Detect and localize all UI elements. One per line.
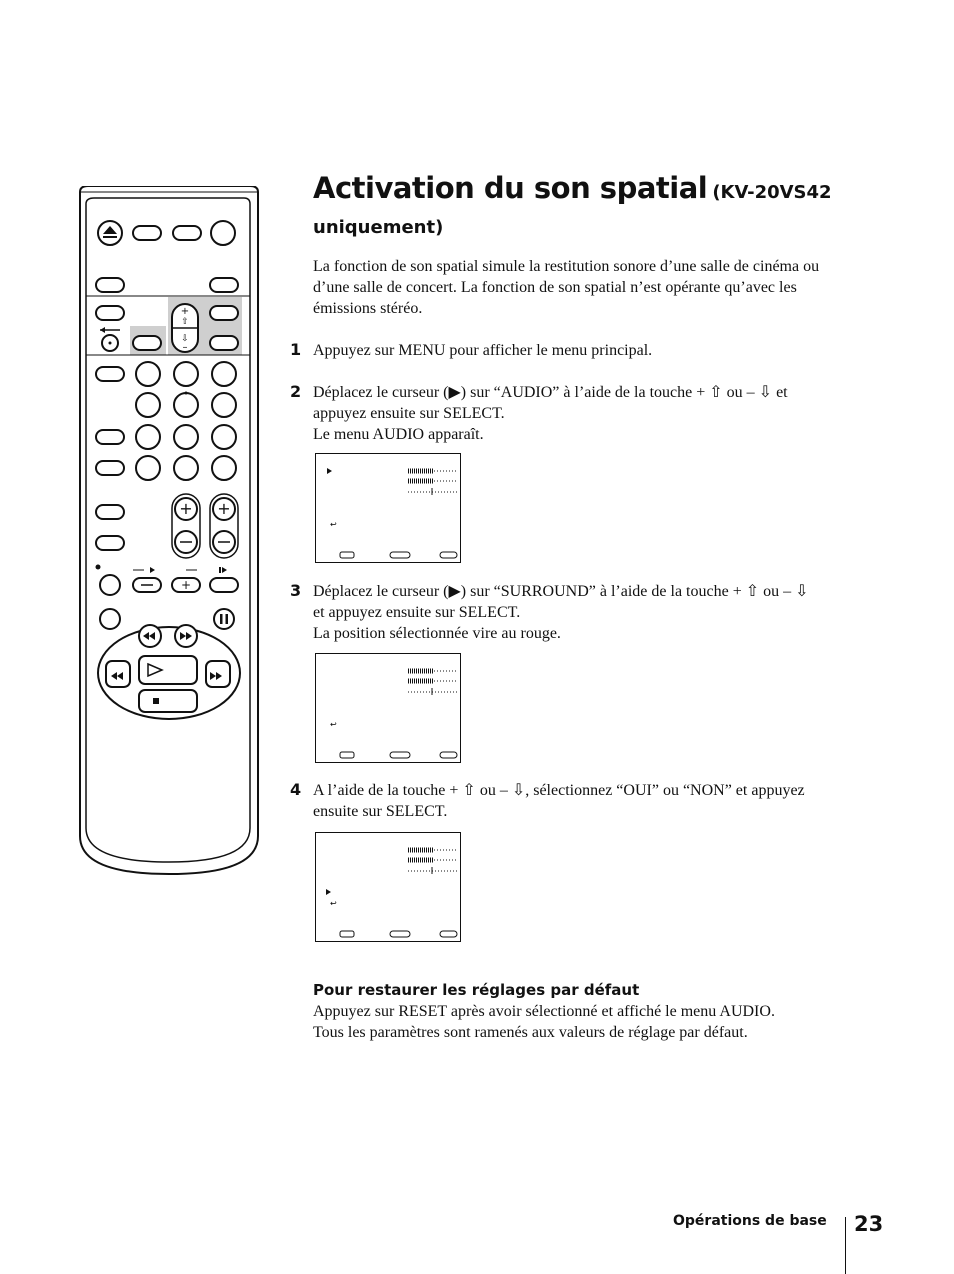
nav-button-right-bottom (210, 336, 238, 350)
step-3-line: Déplacez le curseur (▶) sur “SURROUND” à l’aide de la touche + ⇧ ou – ⇩ (313, 583, 809, 600)
step-1-number: 1 (290, 340, 302, 359)
pause-icon (220, 614, 223, 624)
step-2-line: Déplacez le curseur (▶) sur “AUDIO” à l’aide de la touche + ⇧ ou – ⇩ et (313, 384, 788, 401)
plus-icon: + (179, 499, 193, 518)
step-1-text (313, 340, 853, 361)
top-button-3 (173, 226, 201, 240)
menu-icon-left (340, 931, 354, 937)
top-button-2 (133, 226, 161, 240)
menu-icon-right (440, 552, 457, 558)
return-icon: ↩ (330, 720, 337, 729)
tv-menu-screen-3 (315, 832, 461, 942)
intro-text: La fonction de son spatial simule la restitution sonore d’une salle de cinéma ou d’une salle de concert. La fonction de son spatial n’est opérante qu’avec les émissions stéréo. (313, 258, 820, 317)
tv-menu-screen-2 (315, 653, 461, 763)
level-bar (408, 850, 458, 874)
stop-icon (153, 698, 159, 704)
menu-icon-mid (390, 931, 410, 937)
channel-rocker (172, 304, 198, 353)
menu-icon-mid (390, 552, 410, 558)
down-arrow-icon: ⇩ (181, 334, 189, 344)
step-4-text (313, 780, 853, 822)
cursor-icon (327, 468, 332, 474)
reset-line: Appuyez sur RESET après avoir sélectionné et affiché le menu AUDIO. (313, 1003, 775, 1020)
step-1-line: Appuyez sur MENU pour afficher le menu principal. (313, 342, 653, 359)
reset-text (313, 1001, 853, 1043)
svg-text:+: + (180, 306, 190, 317)
step-2-text (313, 382, 853, 445)
footer-section-label: Opérations de base (673, 1213, 827, 1229)
record-dot (96, 565, 101, 570)
svg-text:+: + (217, 499, 231, 518)
eject-button (98, 221, 122, 245)
record-button (100, 575, 120, 595)
title-main: Activation du son spatial (313, 171, 708, 205)
nav-button-right-top (210, 306, 238, 320)
step-3-number: 3 (290, 581, 302, 600)
menu-icon-left (340, 752, 354, 758)
svg-text:+: + (180, 578, 192, 592)
select-button (133, 336, 161, 350)
power-button (211, 221, 235, 245)
reset-heading: Pour restaurer les réglages par défaut (313, 981, 640, 999)
reset-line: Tous les paramètres sont ramenés aux valeurs de réglage par défaut. (313, 1024, 748, 1041)
step-4-line: ensuite sur SELECT. (313, 803, 448, 820)
right-button (210, 278, 238, 292)
tv-menu-screen-1 (315, 453, 461, 563)
title-qualifier: (KV-20VS42 (712, 182, 832, 203)
level-bar (408, 671, 458, 695)
page-number: 23 (854, 1212, 884, 1236)
page-title (313, 171, 913, 205)
level-bar (408, 471, 458, 495)
return-icon: ↩ (330, 520, 337, 529)
cursor-icon (326, 889, 331, 895)
stop-button (139, 690, 197, 712)
menu-button (96, 306, 124, 320)
footer-divider (845, 1217, 846, 1274)
return-icon: ↩ (330, 899, 337, 908)
title-qualifier-continued: uniquement) (313, 217, 444, 238)
step-2-line: appuyez ensuite sur SELECT. (313, 405, 505, 422)
menu-icon-right (440, 752, 457, 758)
menu-icon-right (440, 931, 457, 937)
step-3-text (313, 581, 853, 644)
up-arrow-icon: ⇧ (181, 317, 189, 327)
step-3-line: et appuyez ensuite sur SELECT. (313, 604, 521, 621)
step-4-number: 4 (290, 780, 302, 799)
menu-icon-left (340, 552, 354, 558)
intro-paragraph (313, 256, 853, 319)
pause-button (214, 609, 234, 629)
menu-icon-mid (390, 752, 410, 758)
svg-text:–: – (182, 342, 188, 353)
remote-control-illustration (76, 186, 262, 880)
step-2-number: 2 (290, 382, 302, 401)
step-4-line: A l’aide de la touche + ⇧ ou – ⇩, sélectionnez “OUI” ou “NON” et appuyez (313, 782, 805, 799)
left-button (96, 278, 124, 292)
step-2-line: Le menu AUDIO apparaît. (313, 426, 484, 443)
step-3-line: La position sélectionnée vire au rouge. (313, 625, 561, 642)
